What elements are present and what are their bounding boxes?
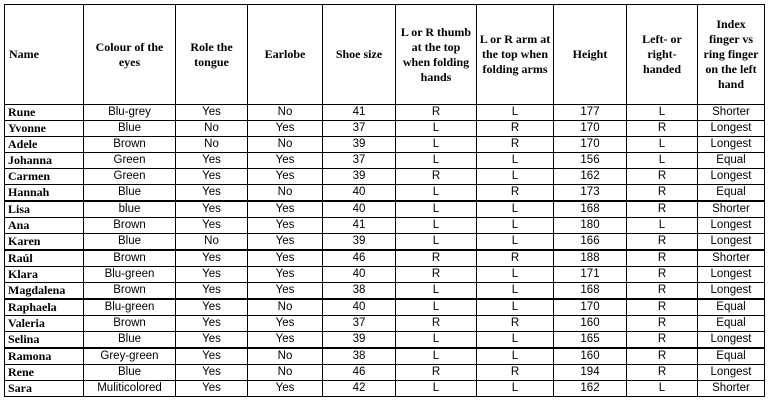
arm-cell: L	[477, 105, 554, 121]
name-cell: Raphaela	[5, 299, 84, 316]
tongue-roll-cell: Yes	[176, 169, 248, 185]
arm-cell: R	[477, 316, 554, 332]
finger-ratio-cell: Equal	[698, 185, 765, 202]
earlobe-cell: No	[248, 299, 323, 316]
earlobe-cell: Yes	[248, 381, 323, 397]
arm-cell: R	[477, 185, 554, 202]
name-cell: Raúl	[5, 250, 84, 267]
header-tongue-roll: Role the tongue	[176, 5, 248, 105]
thumb-cell: R	[396, 267, 477, 283]
tongue-roll-cell: Yes	[176, 201, 248, 218]
table-row	[5, 283, 765, 300]
header-thumb: L or R thumb at the top when folding hands	[396, 5, 477, 105]
handedness-cell: R	[627, 365, 698, 381]
finger-ratio-cell: Longest	[698, 121, 765, 137]
height-cell: 188	[554, 250, 627, 267]
arm-cell: L	[477, 299, 554, 316]
tongue-roll-cell: Yes	[176, 153, 248, 169]
height-cell: 177	[554, 105, 627, 121]
height-cell: 170	[554, 121, 627, 137]
finger-ratio-cell: Shorter	[698, 105, 765, 121]
height-cell: 162	[554, 169, 627, 185]
earlobe-cell: No	[248, 348, 323, 365]
eye-colour-cell: blue	[84, 201, 176, 218]
handedness-cell: L	[627, 153, 698, 169]
name-cell: Magdalena	[5, 283, 84, 300]
name-cell: Selina	[5, 332, 84, 349]
height-cell: 165	[554, 332, 627, 349]
header-handedness: Left- or right-handed	[627, 5, 698, 105]
table-row	[5, 137, 765, 153]
earlobe-cell: Yes	[248, 283, 323, 300]
name-cell: Sara	[5, 381, 84, 397]
table-row	[5, 332, 765, 349]
table-header	[5, 5, 765, 105]
eye-colour-cell: Blue	[84, 332, 176, 349]
tongue-roll-cell: Yes	[176, 267, 248, 283]
thumb-cell: L	[396, 283, 477, 300]
handedness-cell: R	[627, 234, 698, 251]
finger-ratio-cell: Equal	[698, 153, 765, 169]
table-row	[5, 105, 765, 121]
name-cell: Ramona	[5, 348, 84, 365]
earlobe-cell: Yes	[248, 218, 323, 234]
thumb-cell: L	[396, 381, 477, 397]
thumb-cell: L	[396, 299, 477, 316]
arm-cell: L	[477, 381, 554, 397]
table-row	[5, 121, 765, 137]
table-row	[5, 218, 765, 234]
earlobe-cell: Yes	[248, 121, 323, 137]
name-cell: Karen	[5, 234, 84, 251]
table-row	[5, 299, 765, 316]
arm-cell: L	[477, 332, 554, 349]
arm-cell: R	[477, 137, 554, 153]
thumb-cell: L	[396, 153, 477, 169]
handedness-cell: R	[627, 332, 698, 349]
header-name: Name	[5, 5, 84, 105]
eye-colour-cell: Brown	[84, 137, 176, 153]
tongue-roll-cell: No	[176, 121, 248, 137]
eye-colour-cell: Blue	[84, 234, 176, 251]
traits-table	[4, 4, 765, 397]
table-row	[5, 365, 765, 381]
height-cell: 173	[554, 185, 627, 202]
shoe-size-cell: 40	[323, 185, 396, 202]
finger-ratio-cell: Shorter	[698, 201, 765, 218]
tongue-roll-cell: Yes	[176, 316, 248, 332]
tongue-roll-cell: Yes	[176, 365, 248, 381]
finger-ratio-cell: Shorter	[698, 250, 765, 267]
name-cell: Hannah	[5, 185, 84, 202]
finger-ratio-cell: Equal	[698, 348, 765, 365]
shoe-size-cell: 39	[323, 137, 396, 153]
handedness-cell: L	[627, 218, 698, 234]
table-body	[5, 105, 765, 397]
eye-colour-cell: Blu-green	[84, 299, 176, 316]
arm-cell: R	[477, 121, 554, 137]
earlobe-cell: Yes	[248, 267, 323, 283]
shoe-size-cell: 39	[323, 169, 396, 185]
shoe-size-cell: 41	[323, 105, 396, 121]
earlobe-cell: Yes	[248, 250, 323, 267]
tongue-roll-cell: Yes	[176, 105, 248, 121]
arm-cell: L	[477, 283, 554, 300]
height-cell: 170	[554, 137, 627, 153]
eye-colour-cell: Muliticolored	[84, 381, 176, 397]
earlobe-cell: Yes	[248, 316, 323, 332]
table-row	[5, 316, 765, 332]
arm-cell: R	[477, 250, 554, 267]
finger-ratio-cell: Equal	[698, 316, 765, 332]
finger-ratio-cell: Equal	[698, 299, 765, 316]
eye-colour-cell: Brown	[84, 218, 176, 234]
shoe-size-cell: 39	[323, 234, 396, 251]
finger-ratio-cell: Shorter	[698, 381, 765, 397]
eye-colour-cell: Blue	[84, 185, 176, 202]
earlobe-cell: Yes	[248, 169, 323, 185]
earlobe-cell: No	[248, 185, 323, 202]
arm-cell: L	[477, 169, 554, 185]
arm-cell: L	[477, 348, 554, 365]
table-container	[4, 4, 765, 397]
finger-ratio-cell: Longest	[698, 332, 765, 349]
eye-colour-cell: Blue	[84, 121, 176, 137]
height-cell: 162	[554, 381, 627, 397]
tongue-roll-cell: Yes	[176, 299, 248, 316]
tongue-roll-cell: Yes	[176, 381, 248, 397]
name-cell: Johanna	[5, 153, 84, 169]
handedness-cell: R	[627, 121, 698, 137]
height-cell: 180	[554, 218, 627, 234]
eye-colour-cell: Green	[84, 153, 176, 169]
handedness-cell: R	[627, 348, 698, 365]
finger-ratio-cell: Longest	[698, 137, 765, 153]
thumb-cell: L	[396, 121, 477, 137]
height-cell: 194	[554, 365, 627, 381]
earlobe-cell: No	[248, 137, 323, 153]
header-shoe-size: Shoe size	[323, 5, 396, 105]
handedness-cell: R	[627, 267, 698, 283]
header-row	[5, 5, 765, 105]
name-cell: Klara	[5, 267, 84, 283]
finger-ratio-cell: Longest	[698, 365, 765, 381]
thumb-cell: R	[396, 365, 477, 381]
thumb-cell: L	[396, 332, 477, 349]
shoe-size-cell: 40	[323, 299, 396, 316]
height-cell: 160	[554, 316, 627, 332]
eye-colour-cell: Blu-grey	[84, 105, 176, 121]
height-cell: 170	[554, 299, 627, 316]
shoe-size-cell: 38	[323, 348, 396, 365]
thumb-cell: R	[396, 250, 477, 267]
table-row	[5, 185, 765, 202]
height-cell: 160	[554, 348, 627, 365]
finger-ratio-cell: Longest	[698, 234, 765, 251]
eye-colour-cell: Grey-green	[84, 348, 176, 365]
table-row	[5, 267, 765, 283]
height-cell: 171	[554, 267, 627, 283]
eye-colour-cell: Brown	[84, 283, 176, 300]
header-earlobe: Earlobe	[248, 5, 323, 105]
thumb-cell: L	[396, 185, 477, 202]
shoe-size-cell: 40	[323, 267, 396, 283]
thumb-cell: L	[396, 218, 477, 234]
header-eye-colour: Colour of the eyes	[84, 5, 176, 105]
shoe-size-cell: 39	[323, 332, 396, 349]
shoe-size-cell: 37	[323, 316, 396, 332]
earlobe-cell: No	[248, 365, 323, 381]
shoe-size-cell: 41	[323, 218, 396, 234]
tongue-roll-cell: Yes	[176, 185, 248, 202]
finger-ratio-cell: Longest	[698, 169, 765, 185]
name-cell: Valeria	[5, 316, 84, 332]
eye-colour-cell: Brown	[84, 250, 176, 267]
table-row	[5, 169, 765, 185]
height-cell: 168	[554, 201, 627, 218]
shoe-size-cell: 40	[323, 201, 396, 218]
table-row	[5, 381, 765, 397]
tongue-roll-cell: Yes	[176, 348, 248, 365]
thumb-cell: R	[396, 316, 477, 332]
name-cell: Carmen	[5, 169, 84, 185]
thumb-cell: R	[396, 169, 477, 185]
height-cell: 156	[554, 153, 627, 169]
thumb-cell: L	[396, 234, 477, 251]
finger-ratio-cell: Longest	[698, 283, 765, 300]
height-cell: 166	[554, 234, 627, 251]
eye-colour-cell: Brown	[84, 316, 176, 332]
earlobe-cell: No	[248, 105, 323, 121]
arm-cell: L	[477, 201, 554, 218]
thumb-cell: R	[396, 105, 477, 121]
table-row	[5, 348, 765, 365]
shoe-size-cell: 46	[323, 250, 396, 267]
header-height: Height	[554, 5, 627, 105]
finger-ratio-cell: Longest	[698, 267, 765, 283]
arm-cell: L	[477, 218, 554, 234]
handedness-cell: R	[627, 169, 698, 185]
earlobe-cell: Yes	[248, 153, 323, 169]
table-row	[5, 234, 765, 251]
shoe-size-cell: 37	[323, 121, 396, 137]
shoe-size-cell: 37	[323, 153, 396, 169]
handedness-cell: L	[627, 137, 698, 153]
header-finger-ratio: Index finger vs ring finger on the left hand	[698, 5, 765, 105]
earlobe-cell: Yes	[248, 234, 323, 251]
header-arm: L or R arm at the top when folding arms	[477, 5, 554, 105]
handedness-cell: L	[627, 381, 698, 397]
tongue-roll-cell: No	[176, 137, 248, 153]
shoe-size-cell: 42	[323, 381, 396, 397]
name-cell: Rune	[5, 105, 84, 121]
handedness-cell: R	[627, 185, 698, 202]
table-row	[5, 201, 765, 218]
arm-cell: L	[477, 267, 554, 283]
tongue-roll-cell: Yes	[176, 250, 248, 267]
eye-colour-cell: Green	[84, 169, 176, 185]
handedness-cell: R	[627, 250, 698, 267]
shoe-size-cell: 38	[323, 283, 396, 300]
name-cell: Ana	[5, 218, 84, 234]
tongue-roll-cell: No	[176, 234, 248, 251]
eye-colour-cell: Blue	[84, 365, 176, 381]
name-cell: Lisa	[5, 201, 84, 218]
handedness-cell: R	[627, 316, 698, 332]
earlobe-cell: Yes	[248, 201, 323, 218]
tongue-roll-cell: Yes	[176, 218, 248, 234]
arm-cell: R	[477, 365, 554, 381]
eye-colour-cell: Blu-green	[84, 267, 176, 283]
height-cell: 168	[554, 283, 627, 300]
thumb-cell: L	[396, 201, 477, 218]
handedness-cell: L	[627, 105, 698, 121]
arm-cell: L	[477, 153, 554, 169]
handedness-cell: R	[627, 283, 698, 300]
thumb-cell: L	[396, 137, 477, 153]
handedness-cell: R	[627, 299, 698, 316]
name-cell: Rene	[5, 365, 84, 381]
table-row	[5, 250, 765, 267]
name-cell: Yvonne	[5, 121, 84, 137]
tongue-roll-cell: Yes	[176, 283, 248, 300]
earlobe-cell: Yes	[248, 332, 323, 349]
handedness-cell: R	[627, 201, 698, 218]
tongue-roll-cell: Yes	[176, 332, 248, 349]
name-cell: Adele	[5, 137, 84, 153]
table-row	[5, 153, 765, 169]
finger-ratio-cell: Longest	[698, 218, 765, 234]
shoe-size-cell: 46	[323, 365, 396, 381]
thumb-cell: L	[396, 348, 477, 365]
arm-cell: L	[477, 234, 554, 251]
